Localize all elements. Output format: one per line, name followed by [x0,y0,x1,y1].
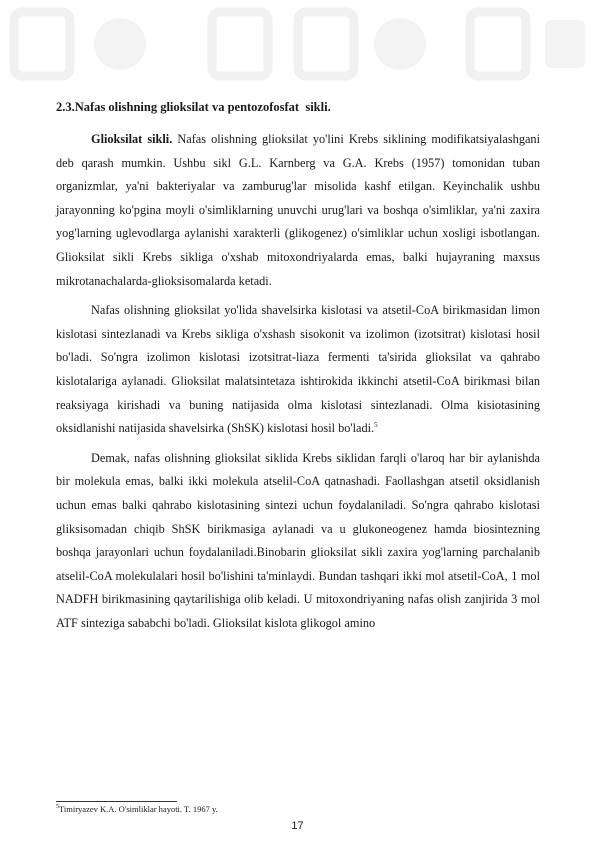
section-heading: 2.3.Nafas olishning glioksilat va pentozofosfat sikli. [56,100,331,114]
footnote-divider [56,801,177,802]
footnote [56,804,218,815]
footnote-reference[interactable]: 5 [374,421,378,430]
footnote-mark: 5 [56,804,59,811]
page-number: 17 [291,820,304,832]
paragraph-glioksilat-intro [56,128,540,293]
paragraph-glioksilat-pathway [56,299,540,441]
paragraph-lead: Glioksilat sikli. [91,132,173,146]
paragraph-text: Nafas olishning glioksilat yo'lida shavelsirka kislotasi va atsetil-CoA birikmasidan limon kislotasi sintezlanadi va Krebs sikliga o'xshash sisokonit va izolimon (izotsitrat) kislotasi hosil bo'ladi. So'ngra izolimon kislotasi izotsitrat-liaza fermenti ta'sirida glioksilat va qahrabo kislotalariga aylanadi. Glioksilat malatsintetaza ishtirokida ikkinchi atsetil-CoA birikmasi bilan reaksiyaga kirishadi va buning natijasida olma kislotasi sintezlanadi. Olma kisiotasining oksidlanishi natijasida shavelsirka (ShSK) kislotasi hosil bo'ladi. [56,303,540,436]
footnote-text: Timiryazev K.A. O'simliklar hayoti. T. 1967 y. [59,804,218,814]
main-content [56,98,540,635]
paragraph-text: Nafas olishning glioksilat yo'lini Krebs siklining modifikatsiyalashgani deb qarash mumkin. Ushbu sikl G.L. Karnberg va G.A. Krebs (1957) tomonidan tuban organizmlar, ya'ni bakteriyalar va zamburug'lar misolida kashf etilgan. Keyinchalik ushbu jarayonning ko'pgina moyli o'simliklarning unuvchi urug'lari va boshqa o'simliklar, ya'ni zaxira yog'larning uglevodlarga aylanishi xarakterli (glikogenez) o'simliklar uchun xosligi isbotlangan. Glioksilat sikli Krebs sikliga o'xshab mitoxondriyalarda emas, balki hujayraning maxsus mikrotanachalarda-glioksisomalarda ketadi. [56,132,540,288]
paragraph-glioksilat-summary [56,447,540,636]
paragraph-text: Demak, nafas olishning glioksilat siklida Krebs siklidan farqli o'laroq har bir aylanishda bir molekula emas, balki ikki molekula atselil-CoA qatnashadi. Faollashgan atsetil oksidlanish uchun emas balki qahrabo kislotasining sintezi uchun foydalaniladi. So'ngra qahrabo kislotasi gliksisomadan chiqib ShSK birikmasiga aylanadi va u glukoneogenez hamda biosintezning boshqa jarayonlari uchun foydalaniladi.Binobarin glioksilat sikli zaxira yog'larning parchalanib atselil-CoA molekulalari hosil bo'lishini ta'minlaydi. Bundan tashqari ikki mol atsetil-CoA, 1 mol NADFH birikmasining qaytarilishiga olib keladi. U mitoxondriyaning nafas olish zanjirida 3 mol ATF sinteziga sababchi bo'ladi. Glioksilat kislota glikogol amino [56,450,540,630]
